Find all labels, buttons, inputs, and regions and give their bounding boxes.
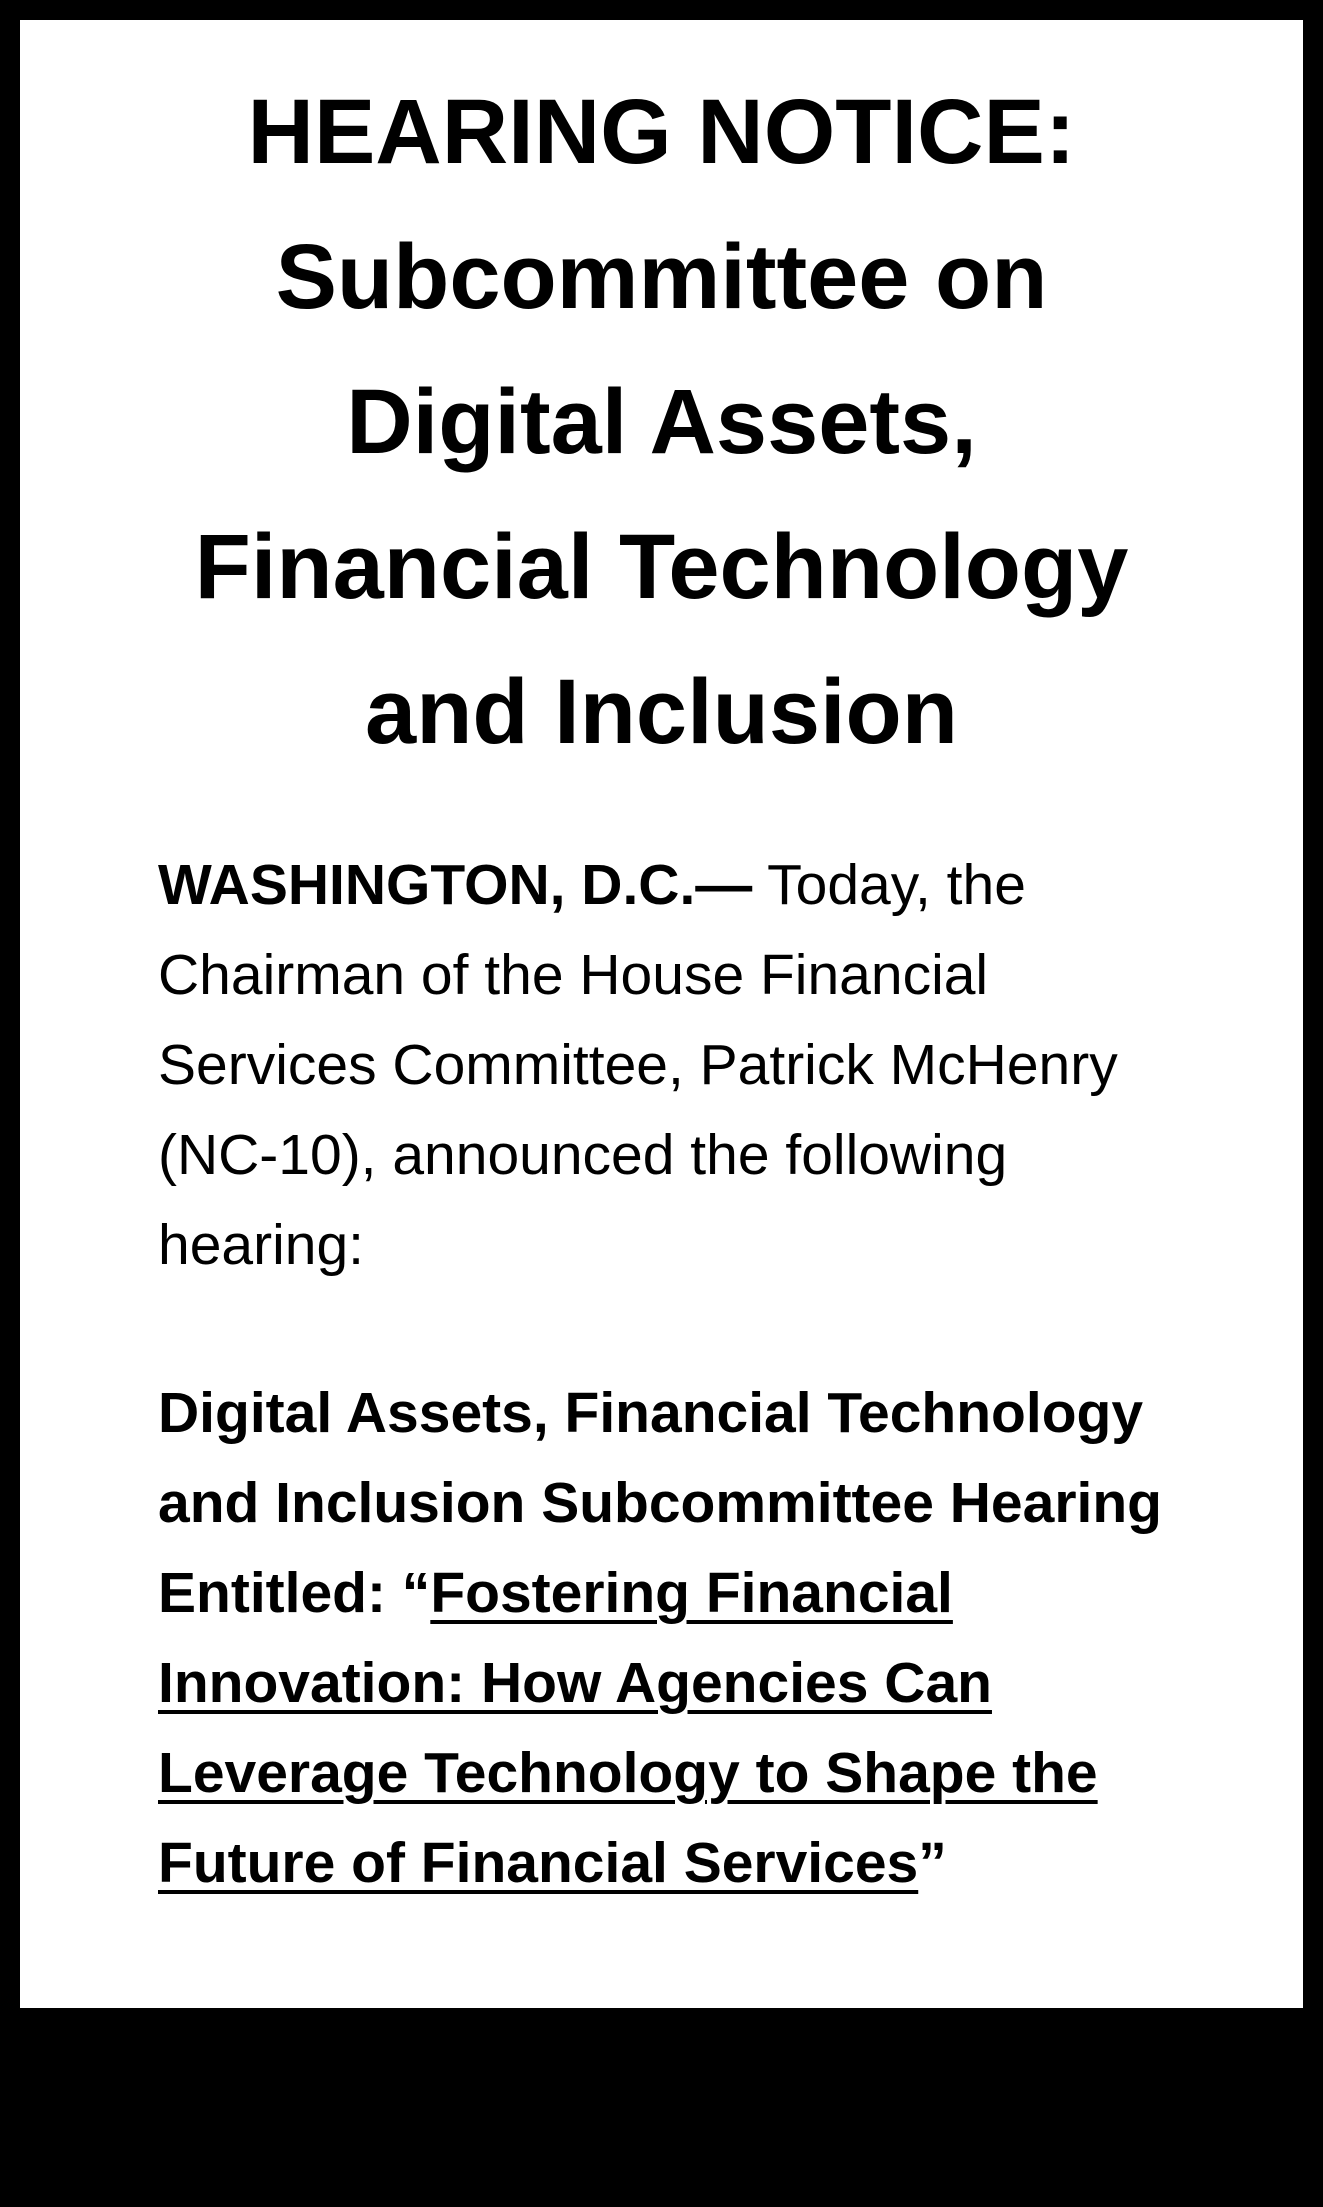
page-title [20,60,1303,785]
title-line-2: Subcommittee on [275,226,1048,328]
title-line-1: HEARING NOTICE: [247,81,1076,183]
title-line-5: and Inclusion [365,661,958,763]
hearing-prefix: Digital Assets, Financial Technology and Inclusion Subcommittee Hearing Entitled: “ [158,1381,1162,1625]
hearing-suffix: ” [918,1831,947,1895]
article-body [158,840,1218,1908]
intro-paragraph [158,840,1218,1290]
hearing-announcement [158,1368,1218,1908]
hearing-title-link[interactable]: Fostering Financial Innovation: How Agencies Can Leverage Technology to Shape the Future of Financial Services [158,1561,1098,1895]
title-line-4: Financial Technology [194,516,1129,618]
dateline: WASHINGTON, D.C.— [158,853,753,917]
document-page [20,20,1303,2008]
title-line-3: Digital Assets, [346,371,977,473]
intro-text: Today, the Chairman of the House Financial Services Committee, Patrick McHenry (NC-10), announced the following hearing: [158,853,1118,1277]
